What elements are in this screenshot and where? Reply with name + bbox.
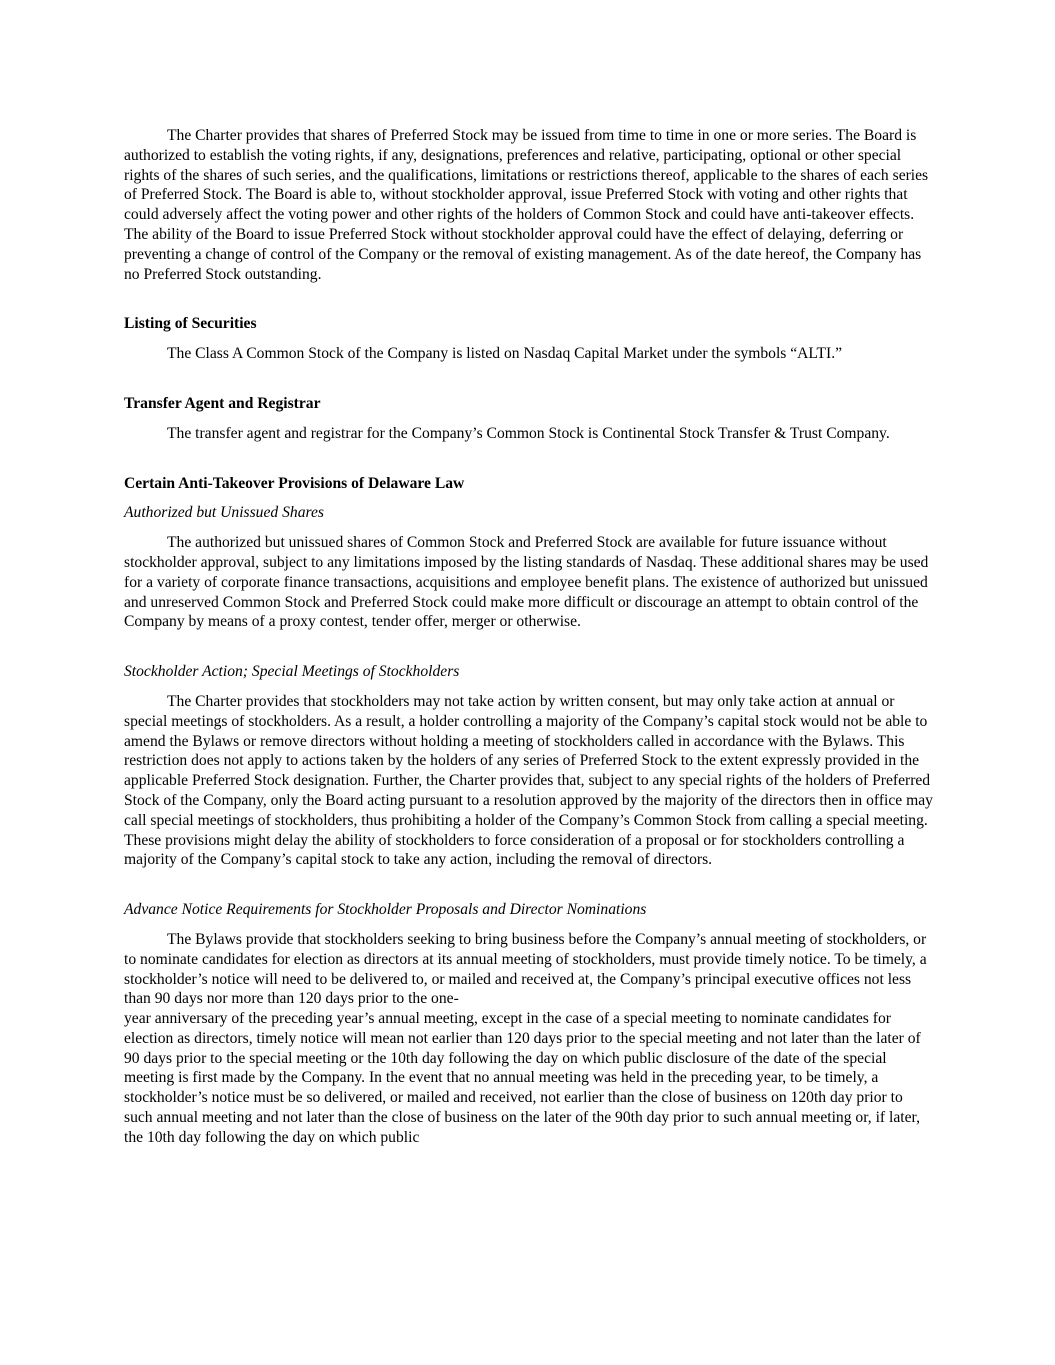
paragraph-listing: The Class A Common Stock of the Company is listed on Nasdaq Capital Market under the symbols “ALTI.”: [167, 345, 843, 363]
paragraph-advance-notice-part-2: year anniversary of the preceding year’s annual meeting, except in the case of a special meeting to nominate candidates for election as directors, timely notice will mean not earlier than 120 days prior to the special meeting and not later than the later of 90 days prior to the special meeting or the 10th day following the day on which public disclosure of the date of the special meeting is first made by the Company. In the event that no annual meeting was held in the preceding year, to be timely, a stockholder’s notice must be so delivered, or mailed and received, not earlier than the close of business on 120th day prior to such annual meeting and not later than the close of business on the later of the 90th day prior to such annual meeting or, if later, the 10th day following the day on which public: [124, 1010, 921, 1146]
paragraph-transfer-agent: The transfer agent and registrar for the Company’s Common Stock is Continental Stock Transfer & Trust Company.: [167, 424, 890, 442]
heading-listing-of-securities: Listing of Securities: [124, 315, 257, 333]
heading-transfer-agent: Transfer Agent and Registrar: [124, 394, 321, 412]
paragraph-advance-notice-part-1: The Bylaws provide that stockholders seeking to bring business before the Company’s annual meeting of stockholders, or to nominate candidates for election as directors at its annual meeting of stockholders, must provide timely notice. To be timely, a stockholder’s notice will need to be delivered to, or mailed and received at, the Company’s principal executive offices not less than 90 days nor more than 120 days prior to the one-: [124, 930, 927, 1008]
subheading-advance-notice: Advance Notice Requirements for Stockholder Proposals and Director Nominations: [124, 901, 647, 919]
subheading-stockholder-action: Stockholder Action; Special Meetings of Stockholders: [124, 663, 460, 681]
paragraph-preferred-stock: The Charter provides that shares of Preferred Stock may be issued from time to time in one or more series. The Board is authorized to establish the voting rights, if any, designations, preferences and relative, participating, optional or other special rights of the shares of such series, and the qualifications, limitations or restrictions thereof, applicable to the shares of each series of Preferred Stock. The Board is able to, without stockholder approval, issue Preferred Stock with voting and other rights that could adversely affect the voting power and other rights of the holders of Common Stock and could have anti-takeover effects. The ability of the Board to issue Preferred Stock without stockholder approval could have the effect of delaying, deferring or preventing a change of control of the Company or the removal of existing management. As of the date hereof, the Company has no Preferred Stock outstanding.: [124, 127, 929, 283]
subheading-unissued-shares: Authorized but Unissued Shares: [124, 504, 324, 522]
paragraph-advance-notice: [124, 930, 934, 1148]
document-page: [124, 126, 934, 1148]
heading-anti-takeover: Certain Anti-Takeover Provisions of Delaware Law: [124, 474, 465, 492]
paragraph-stockholder-action: The Charter provides that stockholders may not take action by written consent, but may only take action at annual or special meetings of stockholders. As a result, a holder controlling a majority of the Company’s capital stock would not be able to amend the Bylaws or remove directors without holding a meeting of stockholders called in accordance with the Bylaws. This restriction does not apply to actions taken by the holders of any series of Preferred Stock to the extent expressly provided in the applicable Preferred Stock designation. Further, the Charter provides that, subject to any special rights of the holders of Preferred Stock of the Company, only the Board acting pursuant to a resolution approved by the majority of the directors then in office may call special meetings of stockholders, thus prohibiting a holder of the Company’s Common Stock from calling a special meeting. These provisions might delay the ability of stockholders to force consideration of a proposal or for stockholders controlling a majority of the Company’s capital stock to take any action, including the removal of directors.: [124, 692, 933, 869]
paragraph-unissued-shares: The authorized but unissued shares of Common Stock and Preferred Stock are available for future issuance without stockholder approval, subject to any limitations imposed by the listing standards of Nasdaq. These additional shares may be used for a variety of corporate finance transactions, acquisitions and employee benefit plans. The existence of authorized but unissued and unreserved Common Stock and Preferred Stock could make more difficult or discourage an attempt to obtain control of the Company by means of a proxy contest, tender offer, merger or otherwise.: [124, 534, 929, 631]
